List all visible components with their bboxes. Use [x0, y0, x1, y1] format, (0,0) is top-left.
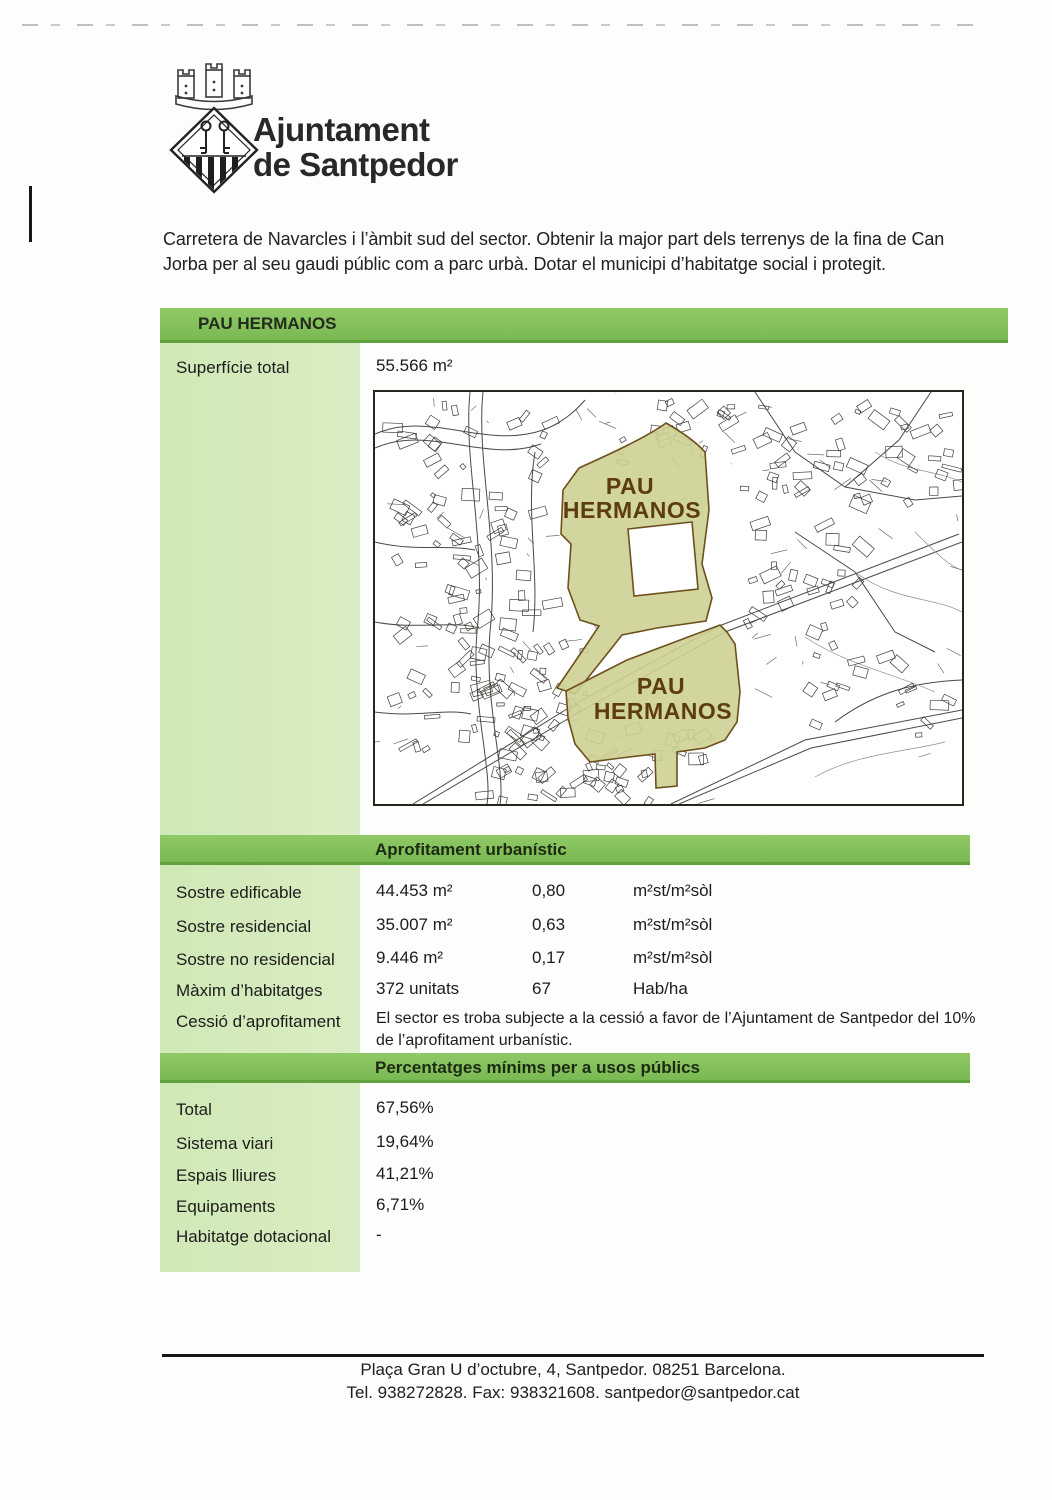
org-name-line1: Ajuntament: [253, 111, 430, 148]
section-header-percentatges-label: Percentatges mínims per a usos públics: [375, 1058, 701, 1077]
row-value: 41,21%: [376, 1164, 434, 1183]
row-unit: Hab/ha: [633, 979, 688, 998]
surface-label: Superfície total: [176, 358, 290, 377]
row-label: Sistema viari: [176, 1134, 274, 1153]
zone-label-lower-line2: HERMANOS: [593, 698, 733, 724]
row-ratio: 0,17: [532, 948, 566, 967]
label-column-background: [160, 343, 360, 1272]
footer-rule: [162, 1354, 984, 1357]
org-name-line2: de Santpedor: [253, 146, 458, 183]
row-value: 9.446 m²: [376, 948, 444, 967]
scan-artifact-margin-mark: [29, 186, 32, 242]
shield-icon: [171, 108, 257, 192]
row-label: Total: [176, 1100, 212, 1119]
row-label: Equipaments: [176, 1197, 276, 1216]
footer-contact: Tel. 938272828. Fax: 938321608. santpedor@santpedor.cat: [346, 1383, 800, 1402]
row-unit: m²st/m²sòl: [633, 948, 713, 967]
row-ratio: 0,80: [532, 881, 566, 900]
section-header-aprofitament-label: Aprofitament urbanístic: [375, 840, 567, 859]
footer-address: Plaça Gran U d’octubre, 4, Santpedor. 08251 Barcelona.: [360, 1360, 786, 1379]
surface-value: 55.566 m²: [376, 356, 453, 375]
section-header-aprofitament: [160, 835, 970, 865]
zone-label-upper-line2: HERMANOS: [562, 497, 702, 523]
row-label: Sostre edificable: [176, 883, 302, 902]
coat-of-arms-icon: [168, 60, 260, 194]
row-ratio: 67: [532, 979, 551, 998]
cadastral-map: [373, 390, 964, 806]
row-label: Cessió d’aprofitament: [176, 1012, 341, 1031]
cadastral-map-figure: [375, 392, 962, 804]
row-value: 35.007 m²: [376, 915, 453, 934]
zone-label-upper-line1: PAU: [605, 473, 655, 499]
row-ratio: 0,63: [532, 915, 566, 934]
row-value: 19,64%: [376, 1132, 434, 1151]
row-unit: m²st/m²sòl: [633, 881, 713, 900]
row-value: -: [376, 1225, 382, 1244]
zone-label-lower-line1: PAU: [636, 673, 686, 699]
row-value: 67,56%: [376, 1098, 434, 1117]
scan-artifact-smudge: [22, 24, 978, 26]
sheet-title-bar: [160, 308, 1008, 343]
row-value: 6,71%: [376, 1195, 425, 1214]
cessio-text: El sector es troba subjecte a la cessió a favor de l’Ajuntament de Santpedor del 10% de l’aprofitament urbanístic.: [376, 1010, 976, 1049]
row-label: Sostre no residencial: [176, 950, 335, 969]
row-label: Sostre residencial: [176, 917, 312, 936]
row-unit: m²st/m²sòl: [633, 915, 713, 934]
intro-paragraph: Carretera de Navarcles i l’àmbit sud del sector. Obtenir la major part dels terrenys de la fina de Can Jorba per al seu gaudi públic com a parc urbà. Dotar el municipi d’habitatge social i protegit.: [163, 229, 945, 274]
crown-icon: [176, 64, 252, 110]
row-label: Habitatge dotacional: [176, 1227, 332, 1246]
row-value: 44.453 m²: [376, 881, 453, 900]
row-label: Espais lliures: [176, 1166, 277, 1185]
section-header-percentatges: [160, 1053, 970, 1083]
row-label: Màxim d’habitatges: [176, 981, 323, 1000]
sheet-title: PAU HERMANOS: [198, 314, 337, 333]
coat-of-arms-svg: [168, 60, 260, 194]
org-name: [253, 112, 458, 182]
row-value: 372 unitats: [376, 979, 460, 998]
